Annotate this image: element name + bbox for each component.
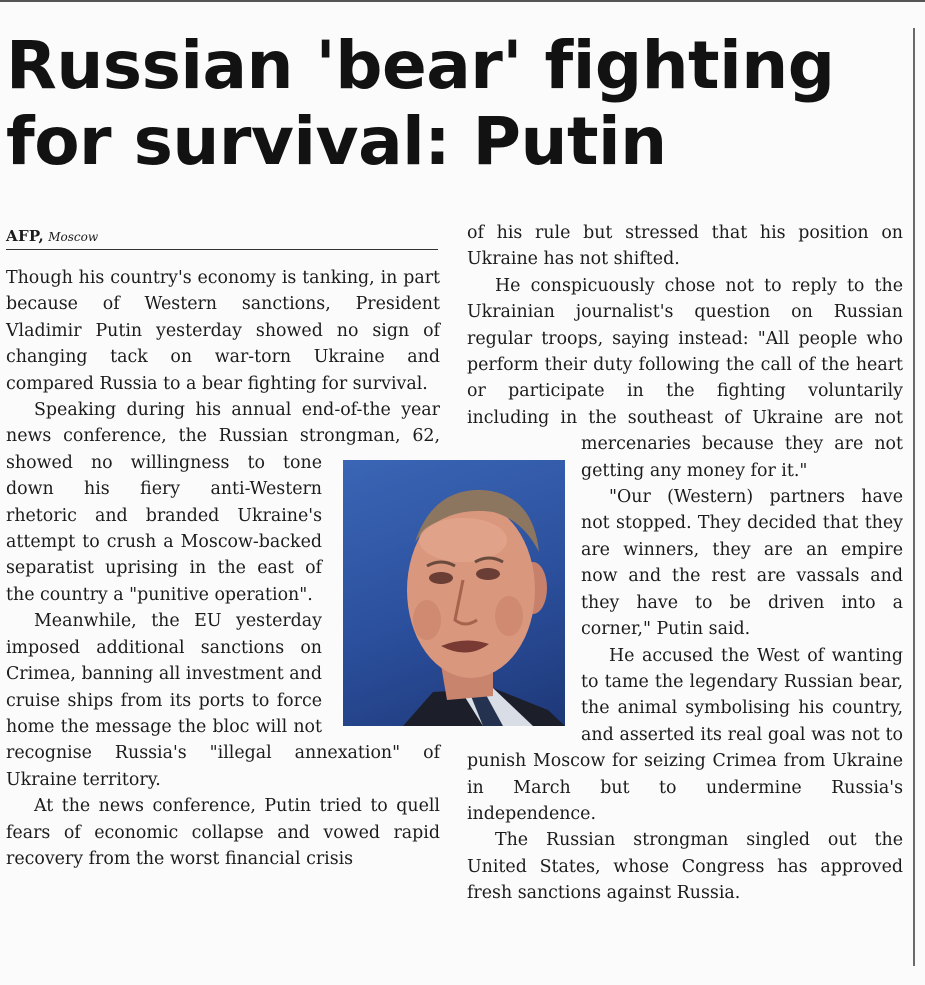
byline-place: Moscow: [48, 230, 99, 244]
column-border-rule: [913, 28, 915, 966]
paragraph: He accused the West of wanting to tame the legendary Russian bear, the animal symbolising his country, and asserted its real goal was not to punish Moscow for seizing Crimea from Ukraine in March but to undermine Russia's independence.: [467, 645, 903, 824]
headline: Russian 'bear' fighting for survival: Putin: [6, 27, 835, 180]
paragraph: Though his country's economy is tanking, in part because of Western sanctions, President Vladimir Putin yesterday showed no sign of changing tack on war-torn Ukraine and compared Russia to a bear fighting for survival.: [6, 268, 440, 394]
top-border-rule: [0, 0, 925, 2]
paragraph: The Russian strongman singled out the United States, whose Congress has approved fresh sanctions against Russia.: [467, 830, 903, 904]
paragraph-text: Meanwhile, the EU yesterday imposed additional sanctions on Crimea, banning all investment and cruise ships from its ports to force home the message the bloc will not recognise Russia's "illegal annexation" of Ukraine territory.: [6, 611, 440, 790]
paragraph: At the news conference, Putin tried to quell fears of economic collapse and vowed rapid recovery from the worst financial crisis: [6, 796, 440, 869]
paragraph: Speaking during his annual end-of-the year news conference, the Russian strongman, 62, showed no willingness to tone down his fiery anti-Western rhetoric and branded Ukraine's attempt to crush a Moscow-backed separatist uprising in the east of the country a "punitive operation".: [6, 400, 440, 605]
article-column-1: [6, 265, 440, 872]
paragraph: of his rule but stressed that his position on Ukraine has not shifted.: [467, 223, 903, 270]
paragraph: He conspicuously chose not to reply to the Ukrainian journalist's question on Russian regular troops, saying instead: "All people who perform their duty following the call of the heart or participate in the fighting voluntarily including in the southeast of Ukraine are not mercenaries because they are not getting any money for it.": [467, 275, 903, 481]
paragraph: "Our (Western) partners have not stopped. They decided that they are winners, they are an empire now and the rest are vassals and they have to be driven into a corner," Putin said.: [581, 487, 903, 640]
article-column-2: [467, 220, 903, 907]
byline: [6, 227, 438, 250]
byline-agency: AFP,: [6, 227, 45, 245]
